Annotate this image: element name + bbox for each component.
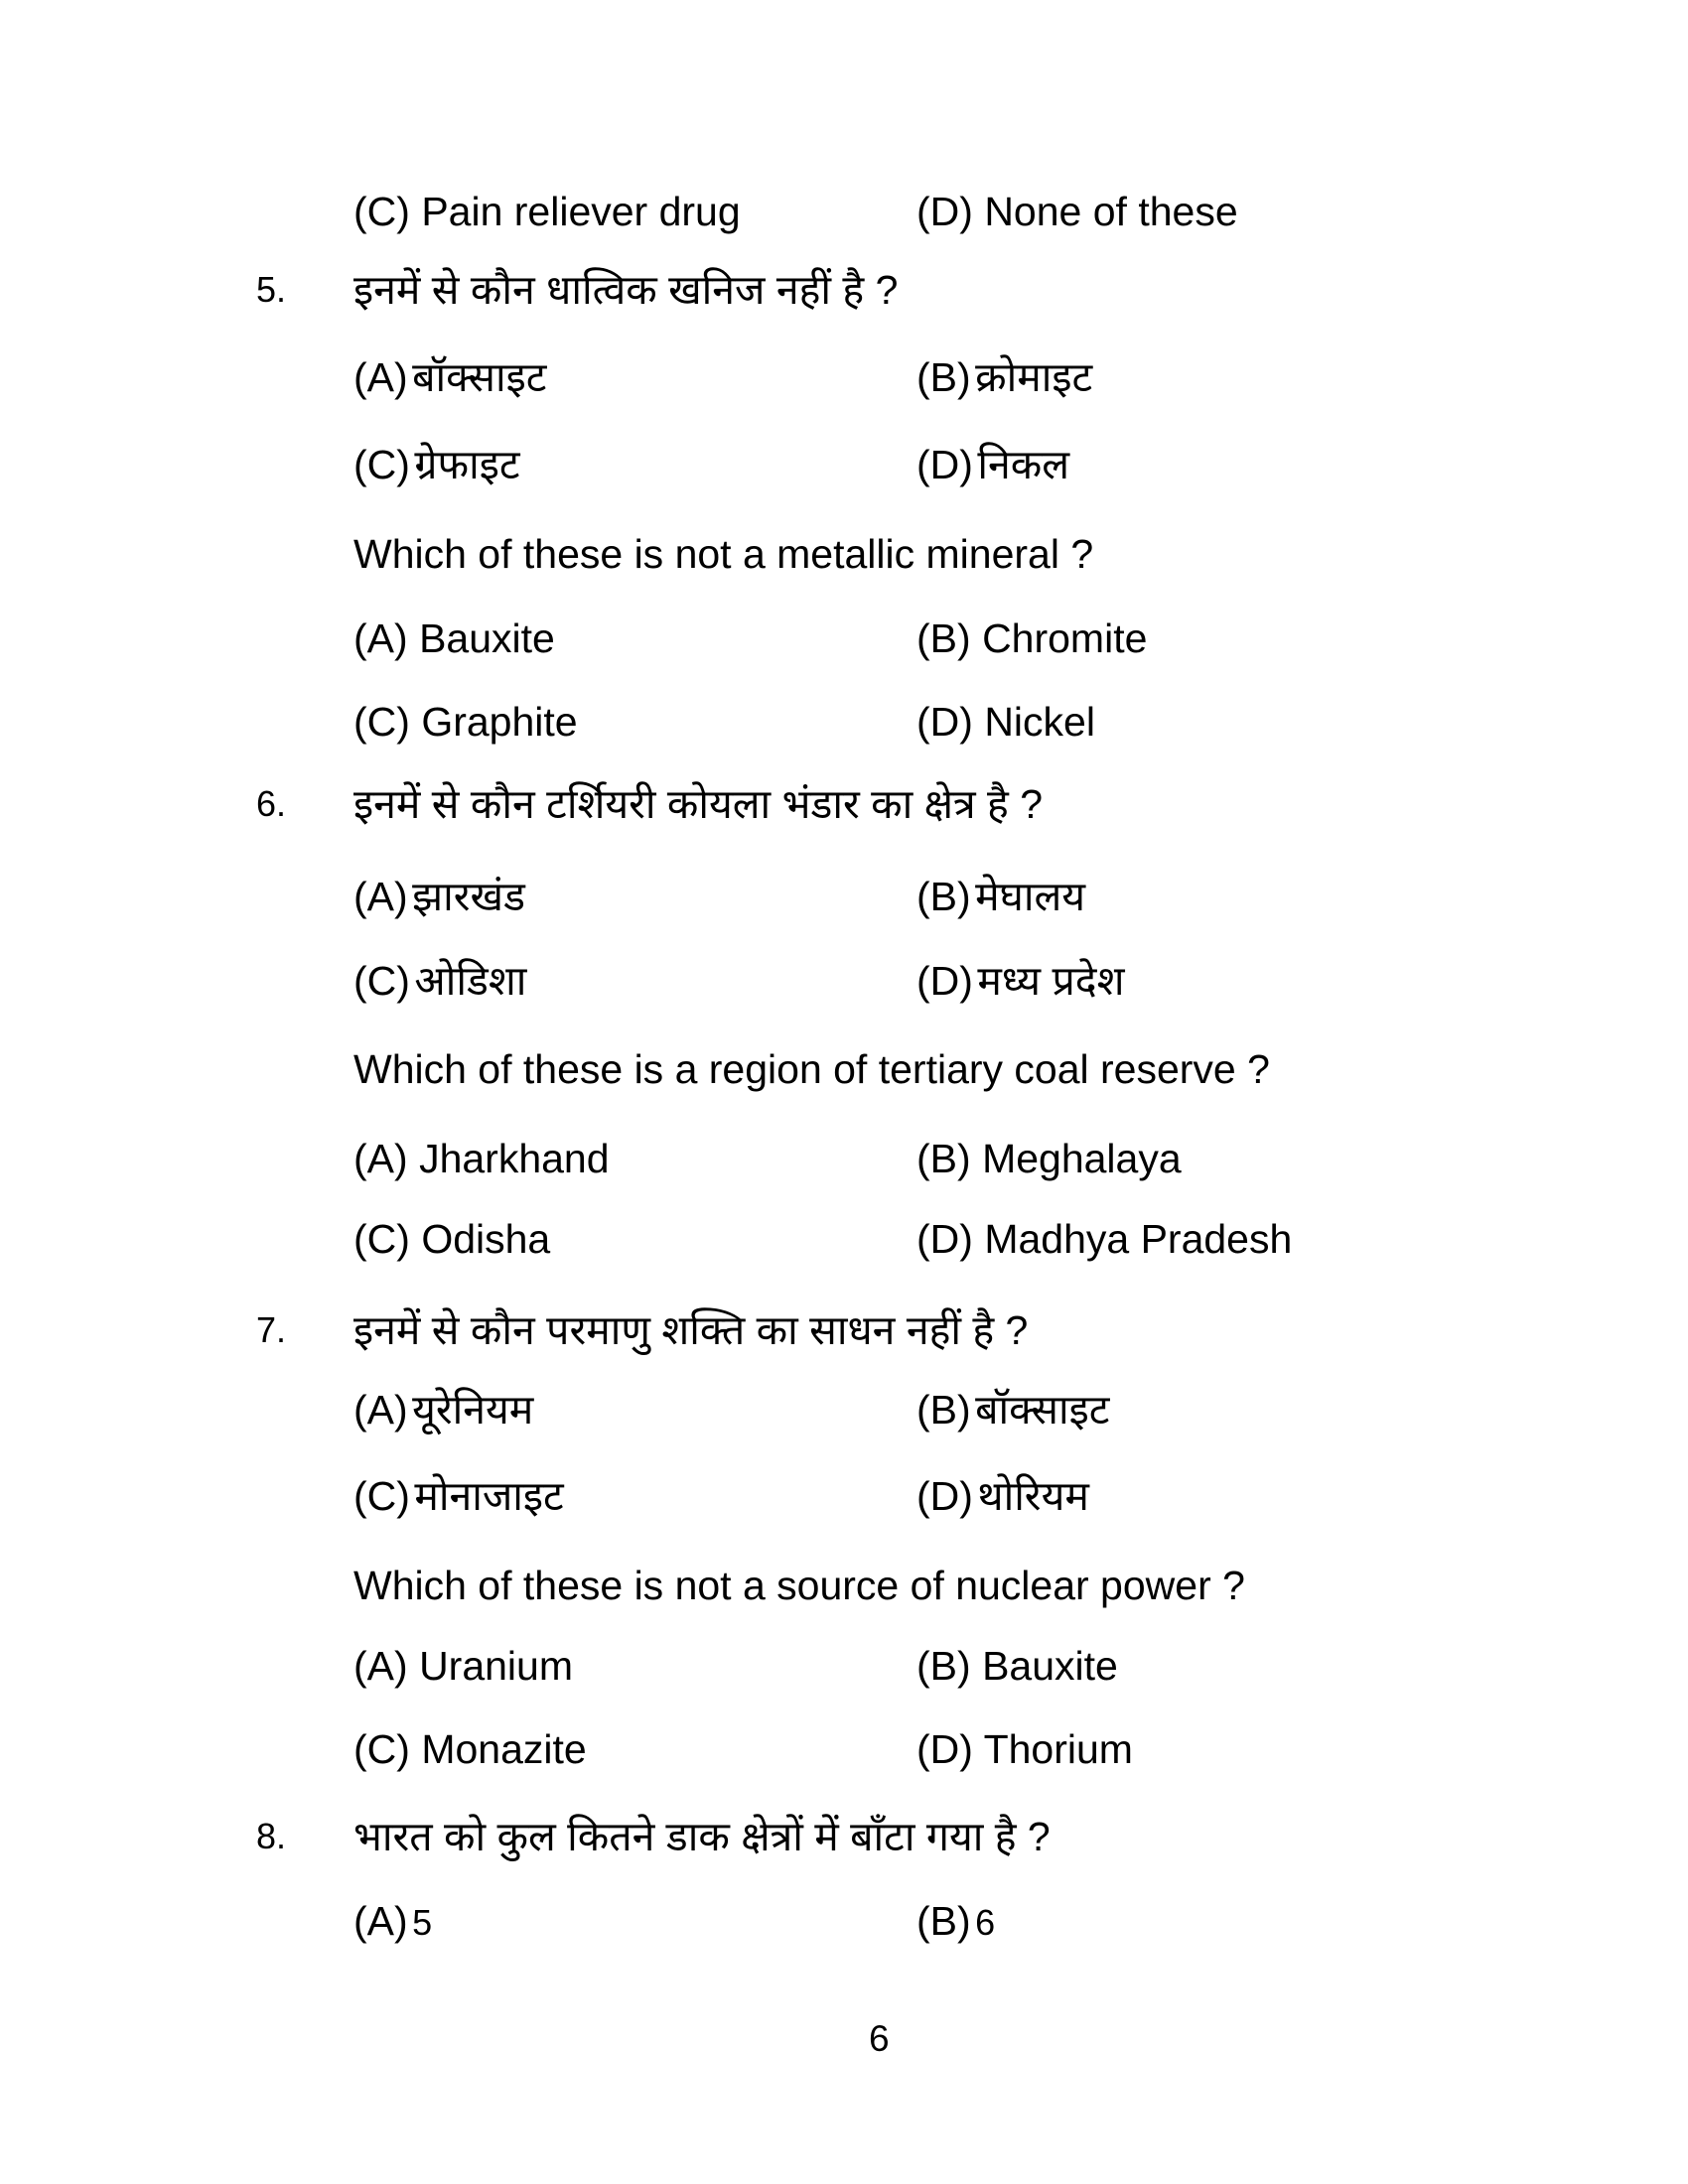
option-text: Jharkhand [419,1136,610,1181]
option-cell [353,1639,573,1693]
question-text-english: Which of these is a region of tertiary coal reserve ? [353,1046,1270,1092]
option-text: मोनाजाइट [414,1473,564,1519]
option-label: (A) [353,874,408,919]
option-label: (A) [353,1643,408,1689]
option-label: (B) [916,874,971,919]
option-cell [916,185,1238,238]
options-row [0,1639,1688,1693]
option-text: None of these [984,189,1238,234]
option-cell [916,1722,1133,1776]
option-cell [353,185,741,238]
option-text: Graphite [421,699,578,745]
option-text: ओडिशा [414,958,527,1004]
option-text: Madhya Pradesh [984,1216,1293,1262]
option-text: 5 [412,1902,433,1943]
option-cell [916,1469,1089,1533]
option-cell [353,1383,533,1446]
question-text-english: Which of these is not a source of nuclear power ? [353,1563,1245,1608]
option-label: (D) [916,442,973,487]
option-cell [916,1132,1182,1185]
option-label: (C) [353,1216,410,1262]
english-question-row [0,527,1688,581]
option-cell [353,954,526,1018]
option-text: Pain reliever drug [421,189,741,234]
question-text-hindi: इनमें से कौन परमाणु शक्ति का साधन नहीं है ? [353,1307,1029,1353]
options-row [0,695,1688,749]
question-text-hindi: इनमें से कौन धात्विक खनिज नहीं है ? [353,267,899,313]
option-label: (A) [353,615,408,661]
option-label: (A) [353,354,408,400]
option-text: 6 [975,1902,996,1943]
option-text: ग्रेफाइट [414,442,520,487]
option-text: क्रोमाइट [975,354,1093,400]
option-text: Odisha [421,1216,551,1262]
option-label: (C) [353,1473,410,1519]
question-number: 7. [256,1309,287,1350]
option-cell [353,350,546,414]
option-cell [916,612,1147,665]
option-label: (A) [353,1898,408,1944]
option-text: थोरियम [977,1473,1089,1519]
options-row [0,954,1688,1008]
option-text: झारखंड [412,874,525,919]
option-cell [916,1212,1292,1266]
option-cell [916,1894,995,1958]
option-label: (D) [916,1216,973,1262]
option-text: Meghalaya [982,1136,1182,1181]
page-number: 6 [869,2018,890,2059]
option-label: (D) [916,1473,973,1519]
option-text: Bauxite [419,615,555,661]
english-question-row [0,1042,1688,1096]
option-cell [353,438,520,501]
options-row [0,185,1688,238]
option-cell [353,1469,564,1533]
option-text: निकल [977,442,1070,487]
option-cell [916,870,1085,933]
question-text-hindi: इनमें से कौन टर्शियरी कोयला भंडार का क्षेत्र है ? [353,781,1043,827]
option-text: Chromite [982,615,1148,661]
option-text: Nickel [984,699,1095,745]
options-row [0,1132,1688,1185]
option-label: (B) [916,1898,971,1944]
options-row [0,1894,1688,1948]
option-text: मेघालय [975,874,1086,919]
option-label: (B) [916,1387,971,1433]
question-row [0,1303,1688,1357]
question-row [0,1810,1688,1863]
option-label: (B) [916,1643,971,1689]
option-cell [353,1212,550,1266]
option-cell [916,954,1124,1018]
option-text: Uranium [419,1643,573,1689]
option-cell [353,612,555,665]
option-cell [353,870,525,933]
page-footer [869,2012,890,2066]
option-cell [916,1383,1109,1446]
option-cell [916,1639,1118,1693]
option-label: (B) [916,1136,971,1181]
english-question-row [0,1559,1688,1612]
option-text: Bauxite [982,1643,1118,1689]
option-label: (B) [916,615,971,661]
option-label: (D) [916,958,973,1004]
option-label: (C) [353,442,410,487]
question-text-english: Which of these is not a metallic mineral ? [353,531,1094,577]
option-label: (A) [353,1136,408,1181]
option-text: बॉक्साइट [975,1387,1110,1433]
option-text: Monazite [421,1726,587,1772]
option-label: (D) [916,189,973,234]
question-text-hindi: भारत को कुल कितने डाक क्षेत्रों में बाँटा गया है ? [353,1814,1051,1859]
option-label: (C) [353,189,410,234]
option-text: Thorium [983,1726,1133,1772]
option-cell [353,1722,587,1776]
option-label: (C) [353,699,410,745]
option-cell [353,695,578,749]
options-row [0,1469,1688,1523]
option-label: (C) [353,1726,410,1772]
options-row [0,1212,1688,1266]
option-cell [353,1894,432,1958]
options-row [0,612,1688,665]
options-row [0,1383,1688,1436]
options-row [0,1722,1688,1776]
option-label: (C) [353,958,410,1004]
question-number: 6. [256,783,287,824]
options-row [0,438,1688,491]
option-cell [916,350,1092,414]
question-number: 8. [256,1816,287,1856]
option-label: (A) [353,1387,408,1433]
question-number: 5. [256,269,287,310]
option-label: (B) [916,354,971,400]
question-row [0,777,1688,831]
option-cell [916,438,1069,501]
option-cell [353,1132,610,1185]
option-label: (D) [916,1726,973,1772]
options-row [0,870,1688,923]
option-text: बॉक्साइट [412,354,547,400]
option-label: (D) [916,699,973,745]
options-row [0,350,1688,404]
option-cell [916,695,1095,749]
question-row [0,263,1688,317]
option-text: मध्य प्रदेश [977,958,1125,1004]
option-text: यूरेनियम [412,1387,534,1433]
